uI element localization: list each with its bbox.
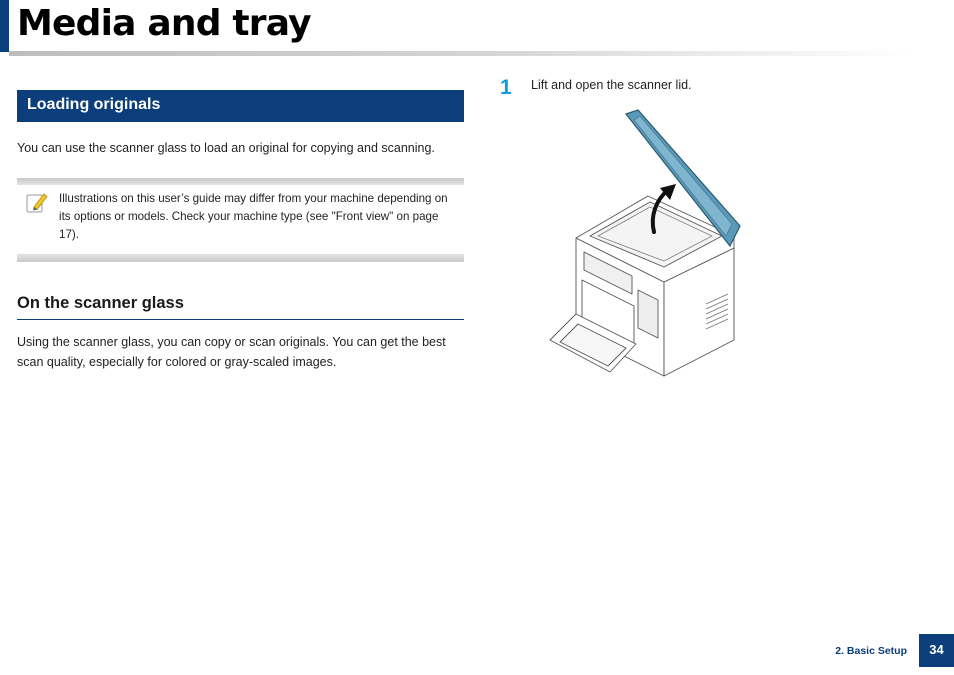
section-title: Loading originals [27,96,161,113]
section-header [17,90,464,122]
page-title: Media and tray [17,3,311,44]
note-top-border [17,178,464,185]
subsection-divider [17,319,464,320]
note-bottom-border [17,254,464,262]
section-intro: You can use the scanner glass to load an original for copying and scanning. [17,141,435,155]
step-text: Lift and open the scanner lid. [531,78,692,92]
subsection-title: On the scanner glass [17,294,184,312]
note-text: Illustrations on this user’s guide may differ from your machine depending on its options or models. Check your machine type (see "Front view" on page 17). [59,192,448,241]
footer-chapter: 2. Basic Setup [835,645,907,657]
step-number: 1 [500,76,512,99]
page-number-badge: 34 [919,634,954,667]
scanner-lid-open-illustration [546,104,746,384]
note-pencil-icon [25,191,49,215]
title-accent-bar [0,0,9,52]
title-divider [9,51,914,56]
subsection-text: Using the scanner glass, you can copy or scan originals. You can get the best scan quality, especially for colored or gray-scaled images. [17,335,446,369]
